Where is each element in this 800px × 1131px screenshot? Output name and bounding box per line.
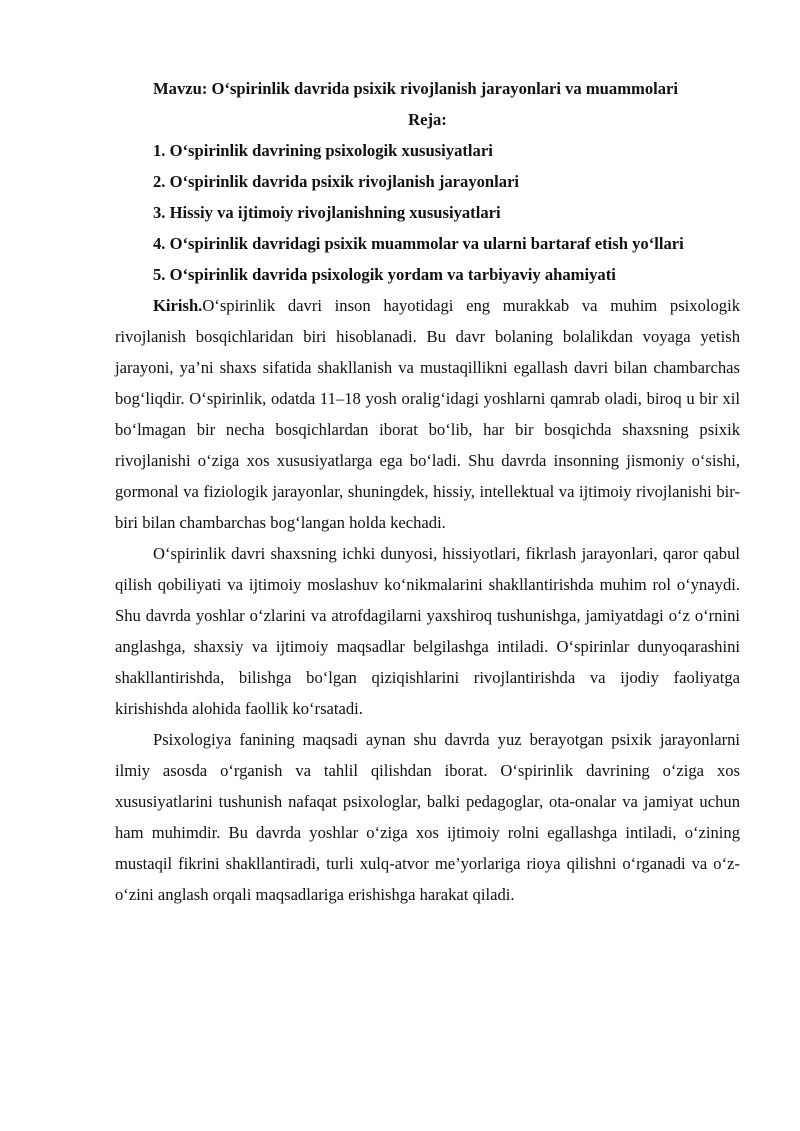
intro-text: O‘spirinlik davri inson hayotidagi eng murakkab va muhim psixologik rivojlanish bosqichlaridan biri hisoblanadi. Bu davr bolaning bolalikdan voyaga yetish jarayoni, ya’ni shaxs sifatida shakllanish va mustaqillikni egallash davri bilan chambarchas bog‘liqdir. O‘spirinlik, odatda 11–18 yosh oralig‘idagi yoshlarni qamrab oladi, biroq u bir xil bo‘lmagan bir necha bosqichlardan iborat bo‘lib, har bir bosqichda shaxsning psixik rivojlanishi o‘ziga xos xususiyatlarga ega bo‘ladi. Shu davrda insonning jismoniy o‘sishi, gormonal va fiziologik jarayonlar, shuningdek, hissiy, intellektual va ijtimoiy rivojlanishi bir-biri bilan chambarchas bog‘langan holda kechadi. <box>115 296 740 532</box>
document-page <box>115 73 740 910</box>
body-paragraph-3: Psixologiya fanining maqsadi aynan shu davrda yuz berayotgan psixik jarayonlarni ilmiy asosda o‘rganish va tahlil qilishdan iborat. O‘spirinlik davrining o‘ziga xos xususiyatlarini tushunish nafaqat psixologlar, balki pedagoglar, ota-onalar va jamiyat uchun ham muhimdir. Bu davrda yoshlar o‘ziga xos ijtimoiy rolni egallashga intiladi, o‘zining mustaqil fikrini shakllantiradi, turli xulq-atvor me’yorlariga rioya qilishni o‘rganadi va o‘z-o‘zini anglash orqali maqsadlariga erishishga harakat qiladi. <box>115 730 740 904</box>
plan-item-4: 4. O‘spirinlik davridagi psixik muammolar va ularni bartaraf etish yo‘llari <box>153 234 684 253</box>
plan-item-3: 3. Hissiy va ijtimoiy rivojlanishning xususiyatlari <box>153 203 501 222</box>
plan-item-1: 1. O‘spirinlik davrining psixologik xususiyatlari <box>153 141 493 160</box>
plan-heading: Reja: <box>408 110 447 129</box>
plan-item-5: 5. O‘spirinlik davrida psixologik yordam va tarbiyaviy ahamiyati <box>153 265 616 284</box>
plan-item-2: 2. O‘spirinlik davrida psixik rivojlanish jarayonlari <box>153 172 520 191</box>
document-topic: Mavzu: O‘spirinlik davrida psixik rivojlanish jarayonlari va muammolari <box>153 79 679 98</box>
intro-paragraph <box>115 290 740 538</box>
intro-lead: Kirish. <box>153 296 203 315</box>
body-paragraph-2: O‘spirinlik davri shaxsning ichki dunyosi, hissiyotlari, fikrlash jarayonlari, qaror qabul qilish qobiliyati va ijtimoiy moslashuv ko‘nikmalarini shakllantirishda muhim rol o‘ynaydi. Shu davrda yoshlar o‘zlarini va atrofdagilarni yaxshiroq tushunishga, jamiyatdagi o‘z o‘rnini anglashga, shaxsiy va ijtimoiy maqsadlar belgilashga intiladi. O‘spirinlar dunyoqarashini shakllantirishda, bilishga bo‘lgan qiziqishlarini rivojlantirishda va ijodiy faoliyatga kirishishda alohida faollik ko‘rsatadi. <box>115 544 740 718</box>
